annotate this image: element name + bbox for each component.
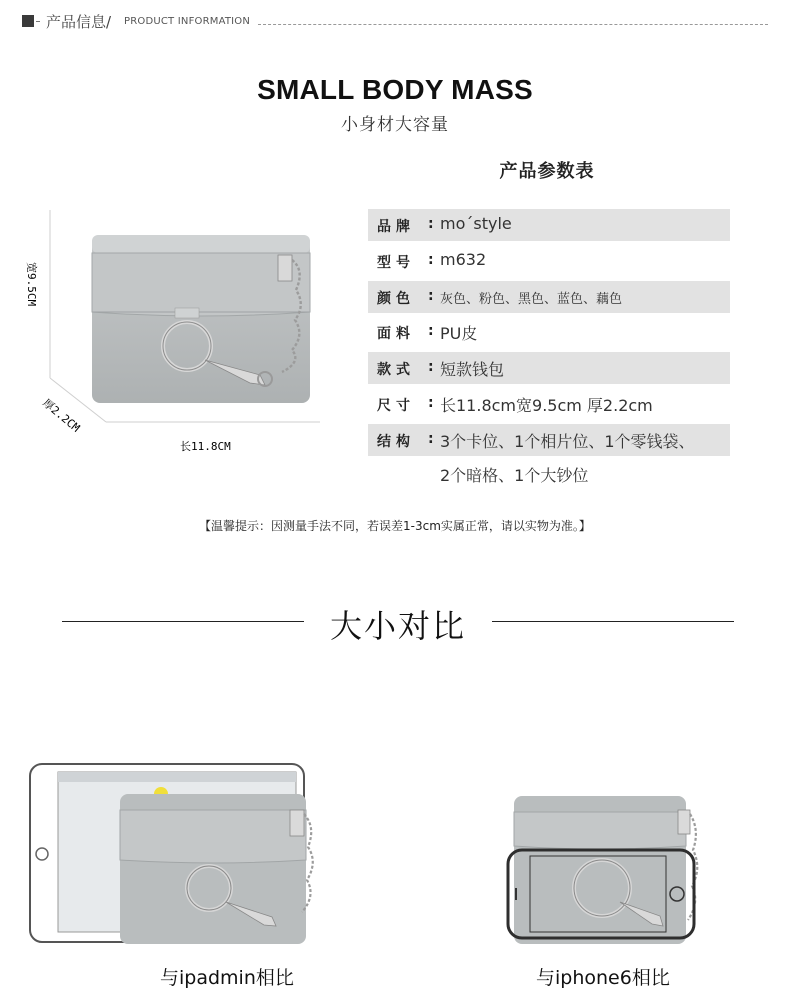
ipad-comparison-image — [28, 762, 328, 947]
measurement-tip: 【温馨提示：因测量手法不同，若误差1-3cm实属正常，请以实物为准。】 — [199, 519, 591, 533]
param-value: m632 — [440, 249, 487, 269]
param-value: 灰色、粉色、黑色、蓝色、藕色 — [440, 291, 623, 307]
wallet-dimension-illustration — [20, 200, 360, 480]
header-divider — [36, 21, 40, 22]
iphone-caption: 与iphone6相比 — [536, 967, 670, 989]
param-value: PU皮 — [440, 324, 478, 344]
thickness-label: 厚2.2CM — [40, 396, 83, 435]
param-colon: : — [428, 251, 434, 268]
iphone-comparison-image — [500, 790, 710, 950]
param-value: 长11.8cm宽9.5cm 厚2.2cm — [440, 396, 653, 415]
param-label: 尺寸 — [377, 398, 415, 414]
header-section-en: PRODUCT INFORMATION — [124, 16, 251, 27]
param-row — [368, 352, 730, 384]
param-value: mo´style — [440, 214, 512, 233]
param-colon: : — [428, 395, 434, 411]
compare-title: 大小对比 — [329, 607, 466, 645]
param-label: 结构 — [377, 433, 415, 450]
param-value: 短款钱包 — [440, 360, 505, 380]
param-colon: : — [428, 216, 434, 232]
hero-title-cn: 小身材大容量 — [341, 115, 449, 135]
param-value: 3个卡位、1个相片位、1个零钱袋、 — [440, 431, 695, 451]
param-colon: : — [428, 323, 434, 340]
hero-title-en: SMALL BODY MASS — [257, 74, 533, 105]
header-dashed-line — [258, 24, 768, 25]
length-label: 长11.8CM — [180, 440, 231, 453]
header-section-cn: 产品信息/ — [46, 13, 112, 31]
param-row — [368, 245, 730, 277]
param-label: 型号 — [377, 254, 415, 271]
params-title: 产品参数表 — [499, 161, 595, 182]
param-row — [368, 281, 730, 313]
ipad-caption: 与ipadmin相比 — [160, 967, 294, 989]
param-colon: : — [428, 430, 434, 447]
compare-divider-right — [492, 621, 734, 622]
param-colon: : — [428, 359, 434, 376]
width-label: 宽9.5CM — [25, 262, 38, 307]
param-label: 品牌 — [377, 219, 415, 235]
param-row — [368, 424, 730, 456]
param-row — [368, 316, 730, 348]
param-row — [368, 209, 730, 241]
param-label: 款式 — [377, 362, 415, 379]
param-structure-line2: 2个暗格、1个大钞位 — [440, 466, 589, 485]
param-colon: : — [428, 287, 434, 304]
header-square-icon — [22, 15, 34, 27]
compare-divider-left — [62, 621, 304, 622]
param-label: 面料 — [377, 326, 415, 343]
param-label: 颜色 — [377, 290, 415, 307]
param-row — [368, 388, 730, 420]
